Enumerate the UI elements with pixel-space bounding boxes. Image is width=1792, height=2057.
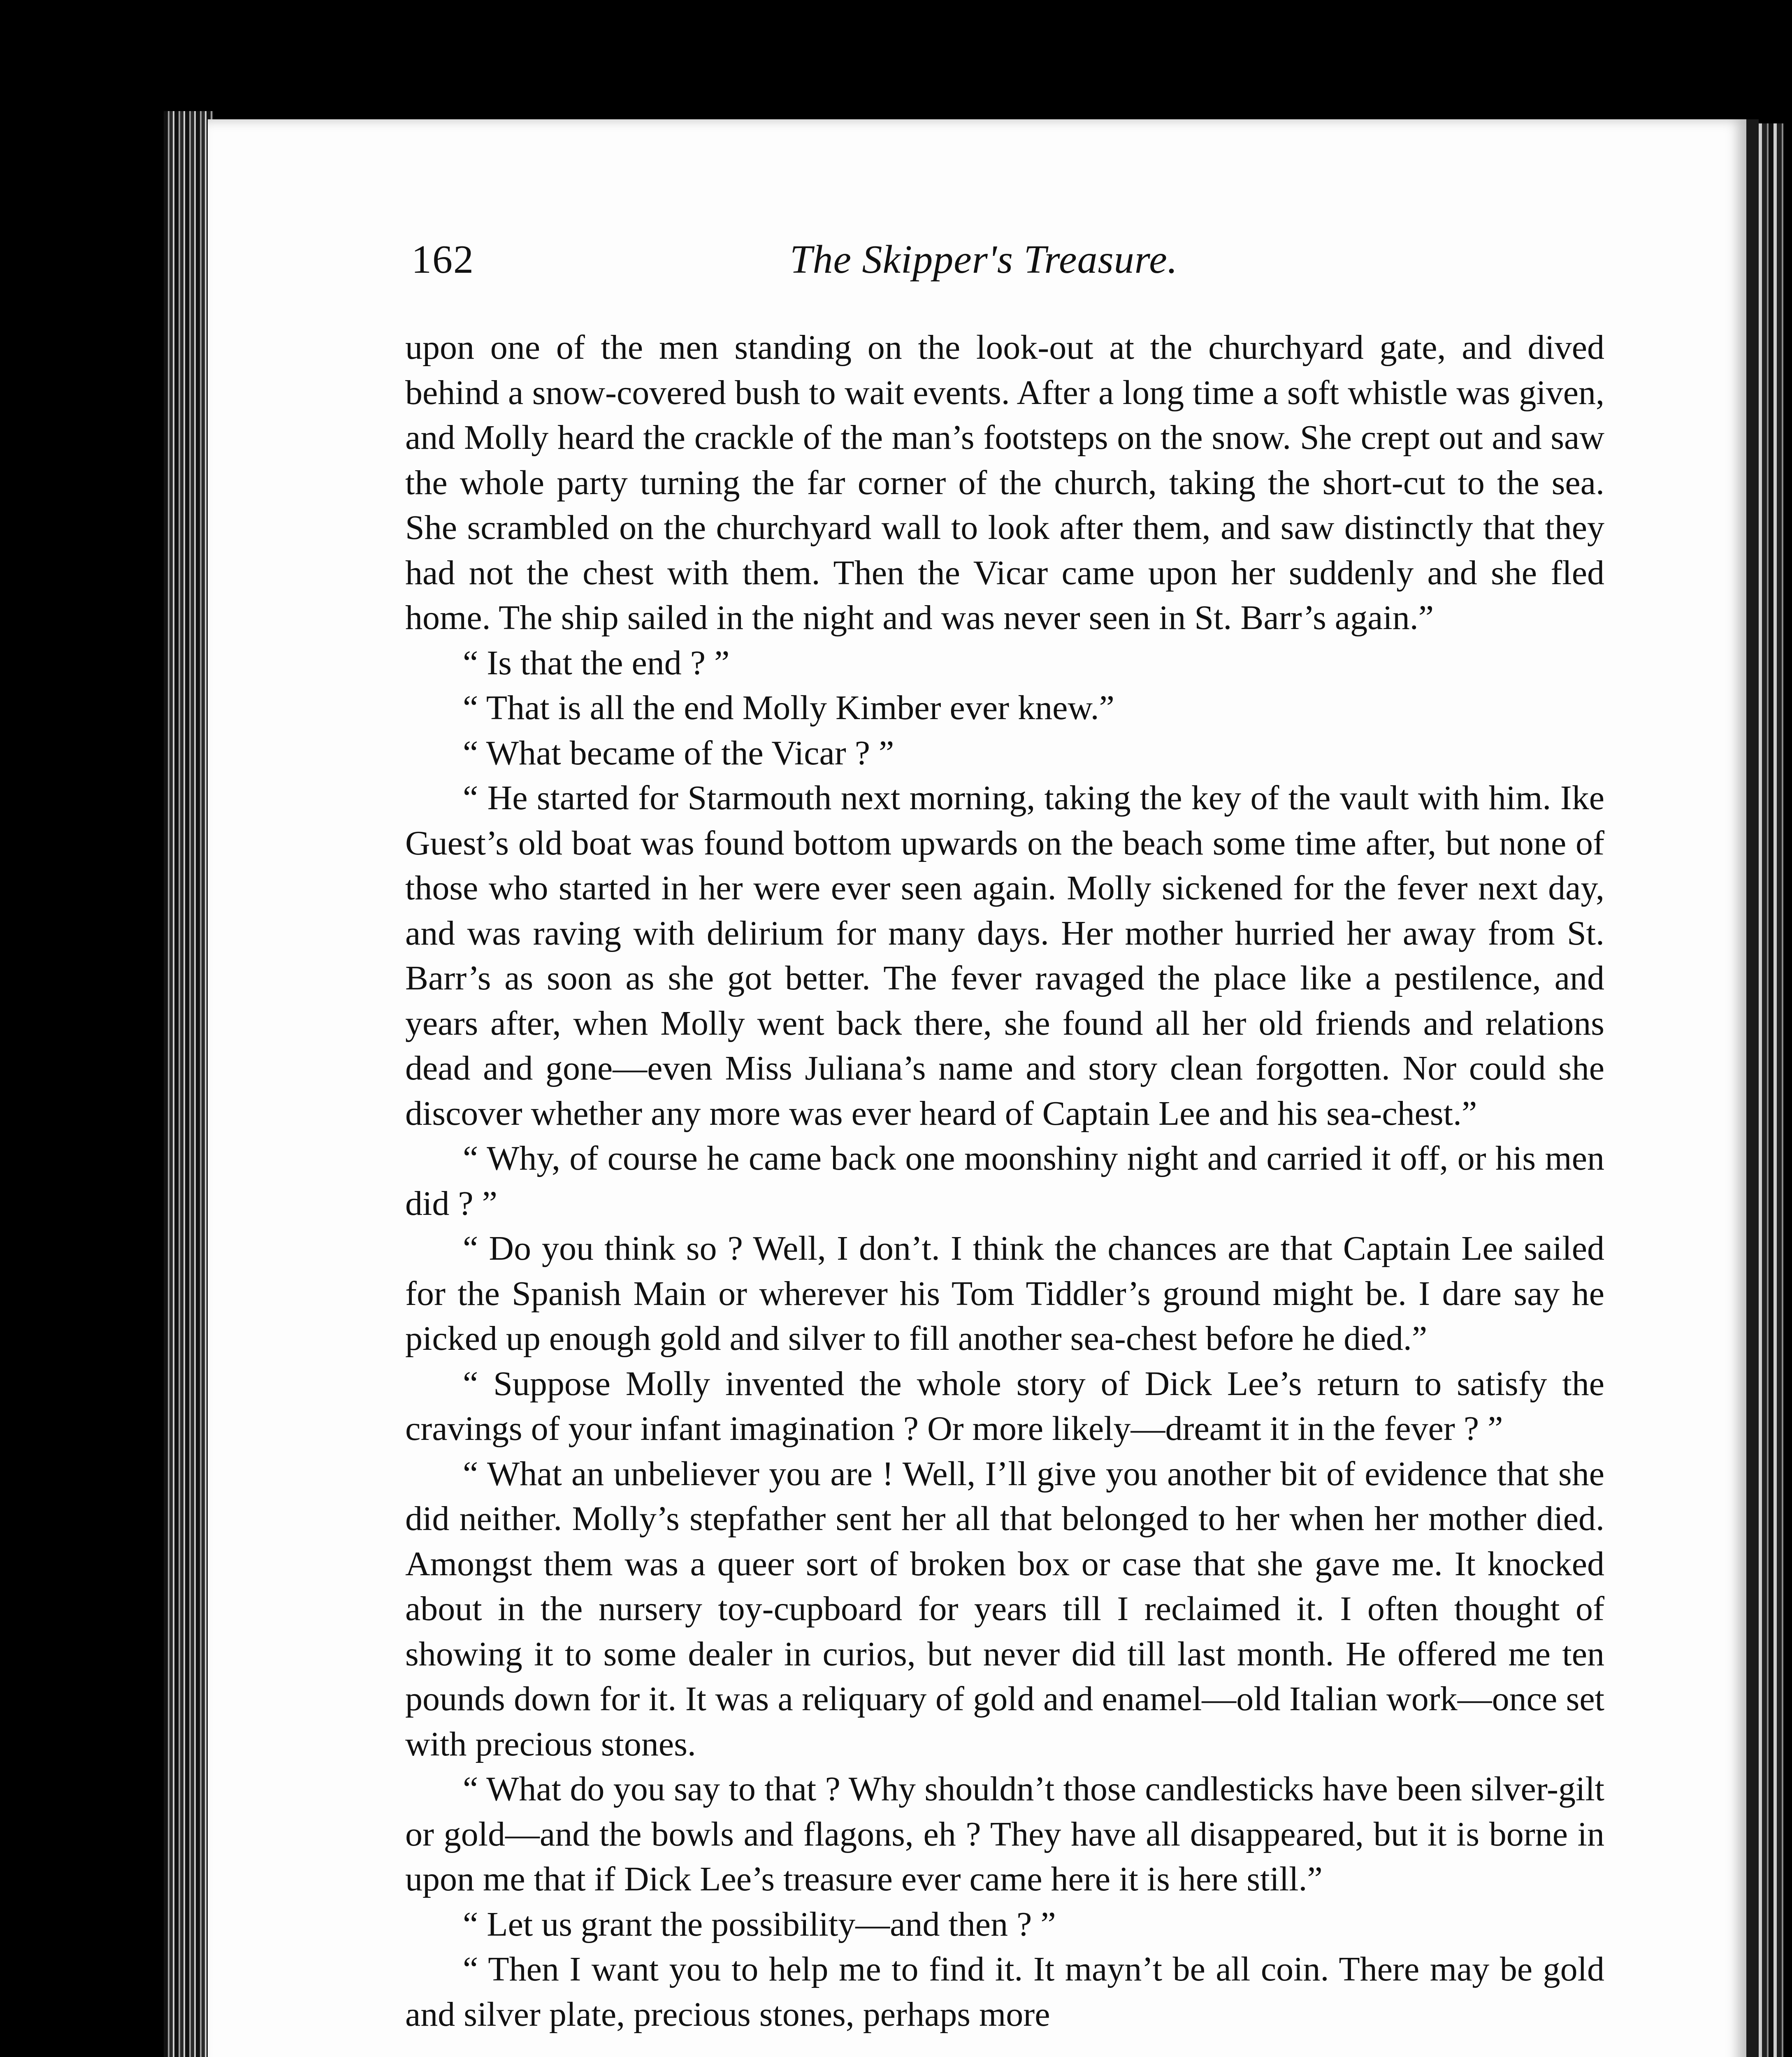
- running-title: The Skipper's Treasure.: [790, 237, 1178, 282]
- paragraph: “ Let us grant the possibility—and then ? ”: [463, 1905, 1056, 1943]
- paragraph: “ Do you think so ? Well, I don’t. I think the chances are that Captain Lee sailed for the Spanish Main or wherever his Tom Tiddler’s ground might be. I dare say he picked up enough gold and silver to fill another sea-chest before he died.”: [405, 1229, 1604, 1358]
- book-spine-edge: [164, 111, 213, 2057]
- paragraph: “ That is all the end Molly Kimber ever knew.”: [463, 689, 1114, 727]
- paragraph: “ What became of the Vicar ? ”: [463, 734, 894, 772]
- paragraph: “ What do you say to that ? Why shouldn’t those candlesticks have been silver-gilt or gold—and the bowls and flagons, eh ? They have all disappeared, but it is borne in upon me that if Dick Lee’s treasure ever came here it is here still.”: [405, 1770, 1604, 1898]
- book-fore-edge: [1759, 123, 1783, 2057]
- paragraph: upon one of the men standing on the look-out at the churchyard gate, and dived behind a snow-covered bush to wait events. After a long time a soft whistle was given, and Molly heard the crackle of the man’s footsteps on the snow. She crept out and saw the whole party turning the far corner of the church, taking the short-cut to the sea. She scrambled on the churchyard wall to look after them, and saw distinctly that they had not the chest with them. Then the Vicar came upon her suddenly and she fled home. The ship sailed in the night and was never seen in St. Barr’s again.”: [405, 328, 1604, 637]
- body-text: [405, 325, 1604, 2037]
- page-number: 162: [411, 237, 474, 282]
- paragraph: “ He started for Starmouth next morning, taking the key of the vault with him. Ike Guest’s old boat was found bottom upwards on the beach some time after, but none of those who started in her were ever seen again. Molly sickened for the fever next day, and was raving with delirium for many days. Her mother hurried her away from St. Barr’s as soon as she got better. The fever ravaged the place like a pestilence, and years after, when Molly went back there, she found all her old friends and relations dead and gone—even Miss Juliana’s name and story clean forgotten. Nor could she discover whether any more was ever heard of Captain Lee and his sea-chest.”: [405, 779, 1604, 1133]
- paragraph: “ Why, of course he came back one moonshiny night and carried it off, or his men did ? ”: [405, 1139, 1604, 1223]
- paragraph: “ Suppose Molly invented the whole story of Dick Lee’s return to satisfy the cravings of your infant imagination ? Or more likely—dreamt it in the fever ? ”: [405, 1364, 1604, 1448]
- paragraph: “ What an unbeliever you are ! Well, I’ll give you another bit of evidence that she did neither. Molly’s stepfather sent her all that belonged to her when her mother died. Amongst them was a queer sort of broken box or case that she gave me. It knocked about in the nursery toy-cupboard for years till I reclaimed it. I often thought of showing it to some dealer in curios, but never did till last month. He offered me ten pounds down for it. It was a reliquary of gold and enamel—old Italian work—once set with precious stones.: [405, 1454, 1604, 1763]
- paragraph: “ Is that the end ? ”: [463, 643, 730, 682]
- page-header: [411, 237, 1604, 294]
- paragraph: “ Then I want you to help me to find it. It mayn’t be all coin. There may be gold and silver plate, precious stones, perhaps more: [405, 1950, 1604, 2034]
